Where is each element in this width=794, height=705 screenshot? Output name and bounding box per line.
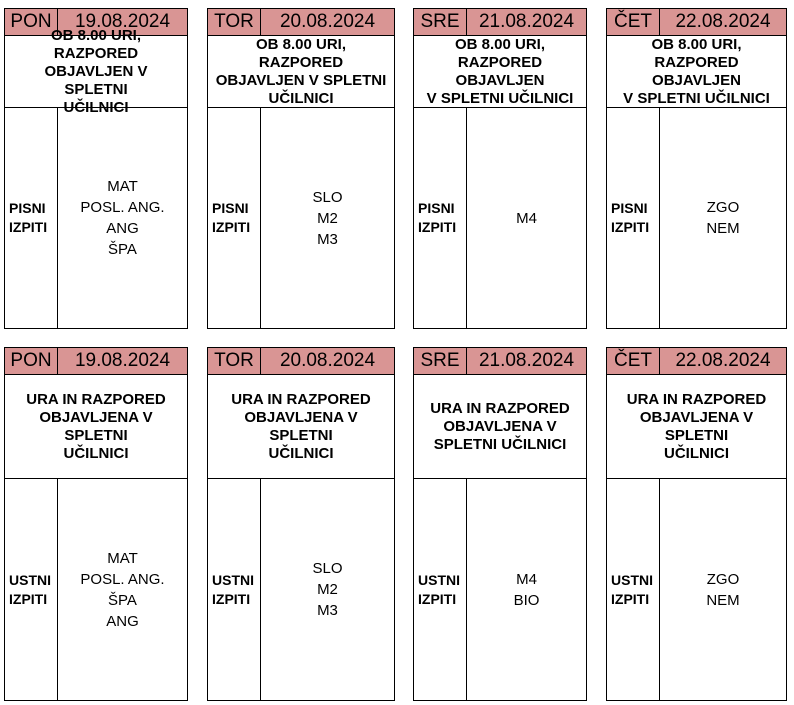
schedule-card-oral-mon	[4, 347, 188, 701]
card-header	[607, 9, 786, 36]
info-text: URA IN RAZPORED OBJAVLJENA V SPLETNI UČILNICI	[414, 375, 586, 479]
day-label: ČET	[607, 348, 660, 374]
subjects-list: MAT POSL. ANG. ANG ŠPA	[80, 178, 165, 258]
exam-type-label: PISNI IZPITI	[5, 108, 58, 328]
subjects-list: ZGO NEM	[706, 570, 740, 609]
subjects-list: SLO M2 M3	[312, 560, 343, 619]
card-header	[208, 9, 394, 36]
date-label: 21.08.2024	[478, 11, 575, 32]
exam-type-label: USTNI IZPITI	[607, 479, 660, 700]
exam-type-label: USTNI IZPITI	[5, 479, 58, 700]
info-text: URA IN RAZPORED OBJAVLJENA V SPLETNI UČILNICI	[607, 375, 786, 479]
subjects-list: SLO M2 M3	[312, 188, 343, 248]
card-header	[208, 348, 394, 375]
day-label: PON	[5, 348, 58, 374]
day-label: SRE	[414, 9, 467, 35]
schedule-card-written-tue	[207, 8, 395, 329]
info-text: URA IN RAZPORED OBJAVLJENA V SPLETNI UČILNICI	[5, 375, 187, 479]
exam-type-label: USTNI IZPITI	[414, 479, 467, 700]
info-text: OB 8.00 URI, RAZPORED OBJAVLJEN V SPLETNI UČILNICI	[607, 36, 786, 108]
schedule-card-oral-wed	[413, 347, 587, 701]
date-label: 19.08.2024	[74, 11, 171, 32]
day-label: TOR	[208, 9, 261, 35]
day-label: ČET	[607, 9, 660, 35]
schedule-card-oral-tue	[207, 347, 395, 701]
subjects-list: M4 BIO	[513, 570, 540, 609]
day-label: SRE	[414, 348, 467, 374]
date-label: 21.08.2024	[478, 350, 575, 371]
date-label: 22.08.2024	[675, 11, 771, 32]
exam-type-label: PISNI IZPITI	[607, 108, 660, 328]
subjects-list: M4	[516, 209, 537, 227]
schedule-card-written-wed	[413, 8, 587, 329]
info-text: OB 8.00 URI, RAZPORED OBJAVLJEN V SPLETNI UČILNICI	[414, 36, 586, 108]
card-header	[414, 348, 586, 375]
schedule-card-oral-thu	[606, 347, 787, 701]
schedule-card-written-thu	[606, 8, 787, 329]
card-header	[414, 9, 586, 36]
card-header	[607, 348, 786, 375]
subjects-list: MAT POSL. ANG. ŠPA ANG	[80, 549, 165, 630]
day-label: TOR	[208, 348, 261, 374]
date-label: 22.08.2024	[675, 350, 771, 371]
day-label: PON	[5, 9, 58, 35]
date-label: 20.08.2024	[279, 350, 376, 371]
card-header	[5, 348, 187, 375]
schedule-card-written-mon	[4, 8, 188, 329]
exam-type-label: PISNI IZPITI	[414, 108, 467, 328]
exam-type-label: USTNI IZPITI	[208, 479, 261, 700]
info-text: OB 8.00 URI, RAZPORED OBJAVLJEN V SPLETNI UČILNICI	[208, 36, 394, 108]
date-label: 20.08.2024	[279, 11, 376, 32]
info-text: OB 8.00 URI, RAZPORED OBJAVLJEN V SPLETNI UČILNICI	[5, 36, 187, 108]
info-text: URA IN RAZPORED OBJAVLJENA V SPLETNI UČILNICI	[208, 375, 394, 479]
subjects-list: ZGO NEM	[706, 199, 740, 237]
date-label: 19.08.2024	[74, 350, 171, 371]
exam-type-label: PISNI IZPITI	[208, 108, 261, 328]
